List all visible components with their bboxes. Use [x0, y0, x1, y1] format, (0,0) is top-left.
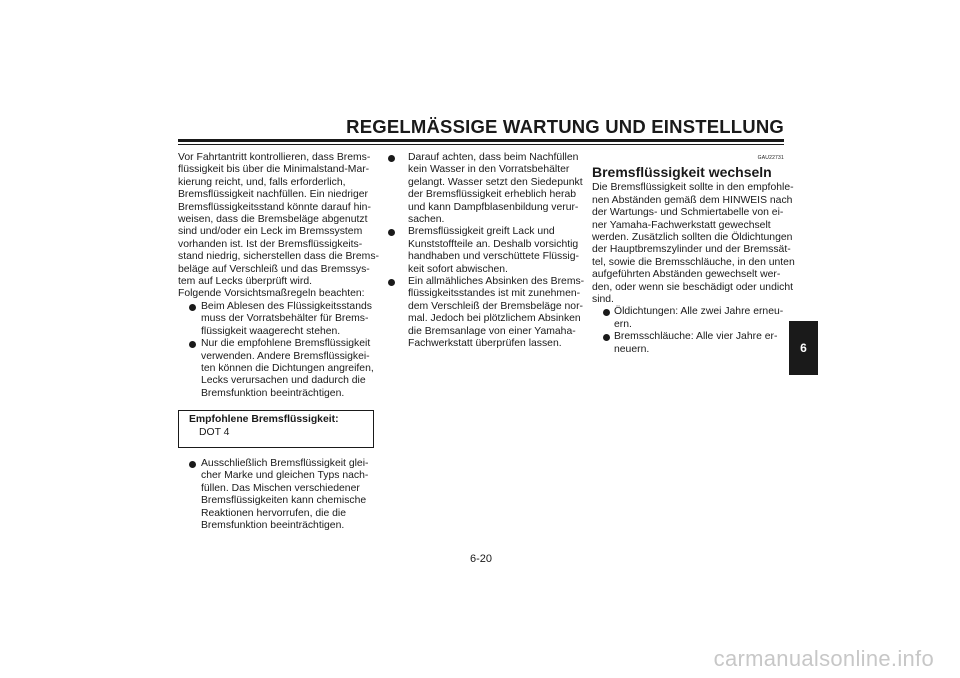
bullet-dot-icon	[189, 304, 196, 311]
text-line: flüssigkeitsstandes ist mit zunehmen-	[408, 288, 581, 300]
text-line: vorhanden ist. Ist der Bremsflüssigkeits-	[178, 238, 363, 250]
bullet-item	[386, 226, 580, 276]
text-line: kein Wasser in den Vorratsbehälter	[408, 164, 570, 176]
text-line: flüssigkeit waagerecht stehen.	[201, 325, 341, 337]
bullet-item	[178, 338, 378, 400]
text-line: ern.	[614, 318, 632, 330]
text-line: nen Abständen gemäß dem HINWEIS nach	[592, 194, 793, 206]
bullet-item	[178, 458, 378, 532]
bullet-item	[592, 306, 786, 331]
text-line: werden. Zusätzlich sollten die Öldichtungen	[592, 232, 793, 244]
bullet-dot-icon	[388, 229, 395, 236]
text-line: der Hauptbremszylinder und der Bremssät-	[592, 244, 791, 256]
header-rule-thin	[178, 144, 784, 145]
text-line: weisen, dass die Bremsbeläge abgenutzt	[178, 214, 368, 226]
bullet-item	[386, 152, 583, 226]
text-line: Darauf achten, dass beim Nachfüllen	[408, 152, 579, 163]
text-line: stand niedrig, sicherstellen dass die Brems-	[178, 251, 379, 263]
text-line: der Wartungs- und Schmiertabelle von ei-	[592, 207, 784, 219]
spec-box	[178, 410, 374, 448]
text-line: Ein allmähliches Absinken des Brems-	[408, 276, 585, 288]
bullet-dot-icon	[189, 341, 196, 348]
column-right	[592, 152, 795, 356]
text-line: Bremsflüssigkeiten kann chemische	[201, 495, 367, 507]
text-line: Bremsschläuche: Alle vier Jahre er-	[614, 331, 778, 343]
text-line: Bremsflüssigkeitsstand könnte darauf hin-	[178, 201, 371, 213]
text-line: sind.	[592, 294, 614, 306]
text-line: aufgeführten Abständen gewechselt wer-	[592, 269, 781, 281]
text-line: muss der Vorratsbehälter für Brems-	[201, 313, 369, 325]
section-heading: Bremsflüssigkeit wechseln	[592, 164, 772, 181]
text-line: tel, sowie die Bremsschläuche, in den unten	[592, 256, 795, 268]
text-line: kierung reicht, und, falls erforderlich,	[178, 176, 346, 188]
column-middle	[386, 152, 585, 351]
bullet-item	[178, 301, 378, 338]
text-line: den, oder wenn sie beschädigt oder undicht	[592, 281, 794, 293]
text-line: Fachwerkstatt überprüfen lassen.	[408, 338, 562, 350]
column-left	[178, 152, 378, 532]
page-title: REGELMÄSSIGE WARTUNG UND EINSTELLUNG	[346, 116, 784, 137]
bullet-dot-icon	[603, 309, 610, 316]
text-line: die Bremsanlage von einer Yamaha-	[408, 325, 576, 337]
spec-title: Empfohlene Bremsflüssigkeit:	[189, 414, 339, 426]
text-line: sind und/oder ein Leck im Bremssystem	[178, 226, 363, 238]
intro-paragraph	[178, 152, 378, 301]
text-line: keit sofort abwischen.	[408, 263, 508, 275]
text-line: tem auf Lecks überprüft wird.	[178, 276, 312, 288]
watermark: carmanualsonline.info	[713, 646, 934, 671]
text-line: dem Verschleiß der Bremsbeläge nor-	[408, 300, 583, 312]
text-line: Bremsfunktion beeinträchtigen.	[201, 519, 345, 531]
text-line: Die Bremsflüssigkeit sollte in den empfohle-	[592, 182, 794, 194]
text-line: Lecks verursachen und dadurch die	[201, 375, 366, 387]
text-line: Nur die empfohlene Bremsflüssigkeit	[201, 338, 371, 350]
text-line: Beim Ablesen des Flüssigkeitsstands	[201, 300, 372, 312]
text-line: sachen.	[408, 214, 445, 226]
text-line: der Bremsflüssigkeit erheblich herab	[408, 189, 577, 201]
text-line: Bremsflüssigkeit nachfüllen. Ein niedriger	[178, 189, 369, 201]
text-line: cher Marke und gleichen Typs nach-	[201, 470, 369, 482]
text-line: und kann Dampfblasenbildung verur-	[408, 201, 579, 213]
bullet-dot-icon	[603, 334, 610, 341]
text-line: Kunststoffteile an. Deshalb vorsichtig	[408, 238, 579, 250]
text-line: handhaben und verschüttete Flüssig-	[408, 251, 579, 263]
bullet-dot-icon	[388, 279, 395, 286]
text-line: gelangt. Wasser setzt den Siedepunkt	[408, 176, 583, 188]
bullet-dot-icon	[189, 461, 196, 468]
bullet-dot-icon	[388, 155, 395, 162]
text-line: Vor Fahrtantritt kontrollieren, dass Brems-	[178, 152, 371, 163]
text-line: mal. Jedoch bei plötzlichem Absinken	[408, 313, 581, 325]
bullet-item	[386, 276, 585, 350]
text-line: füllen. Das Mischen verschiedener	[201, 482, 360, 494]
text-line: Reaktionen hervorrufen, die die	[201, 507, 346, 519]
text-line: verwenden. Andere Bremsflüssigkei-	[201, 350, 370, 362]
section-code: GAU22731	[757, 155, 784, 161]
section-body	[592, 182, 795, 306]
text-line: neuern.	[614, 343, 650, 355]
text-line: beläge auf Verschleiß und das Bremssys-	[178, 263, 370, 275]
bullet-item	[592, 331, 786, 356]
chapter-tab: 6	[789, 321, 818, 375]
text-line: ten können die Dichtungen angreifen,	[201, 362, 374, 374]
header-rule	[178, 139, 784, 142]
page-number: 6-20	[469, 553, 493, 565]
text-line: Bremsflüssigkeit greift Lack und	[408, 226, 555, 238]
text-line: flüssigkeit bis über die Minimalstand-Mar-	[178, 164, 370, 176]
text-line: Öldichtungen: Alle zwei Jahre erneu-	[614, 306, 784, 318]
text-line: ner Yamaha-Fachwerkstatt gewechselt	[592, 219, 771, 231]
text-line: Folgende Vorsichtsmaßregeln beachten:	[178, 288, 365, 300]
text-line: Bremsfunktion beeinträchtigen.	[201, 387, 345, 399]
spec-value: DOT 4	[199, 426, 230, 438]
text-line: Ausschließlich Bremsflüssigkeit glei-	[201, 457, 369, 469]
